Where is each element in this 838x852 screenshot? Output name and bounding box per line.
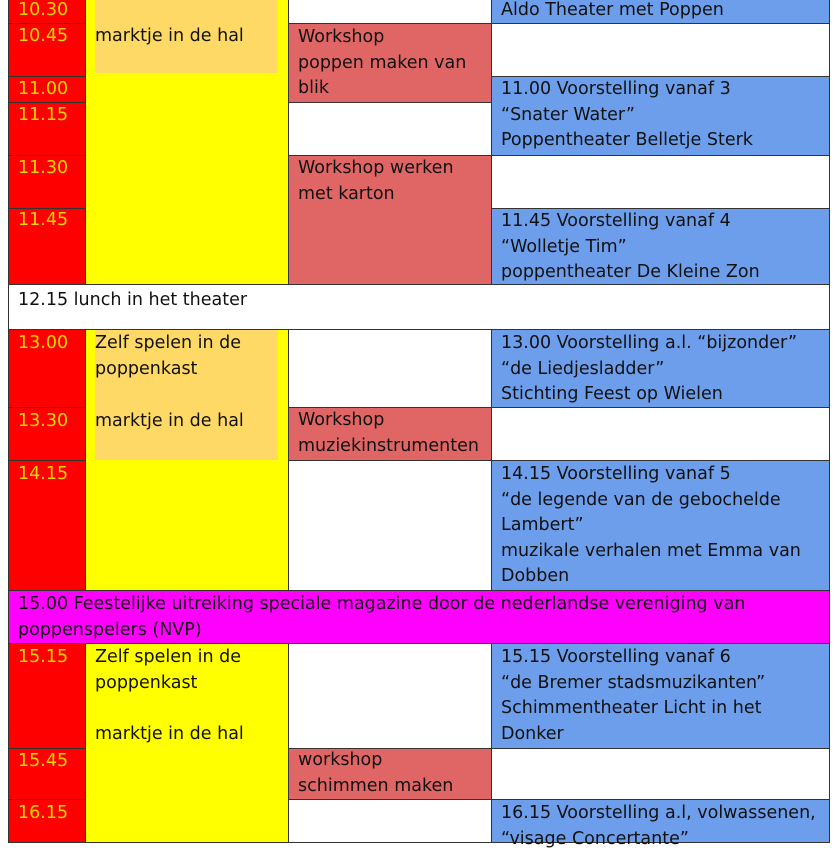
time-label: 15.45 — [18, 749, 68, 775]
ceremony-text — [18, 592, 745, 643]
performance-line: Dobben — [501, 564, 801, 590]
workshop-line: blik — [298, 76, 466, 102]
market-label: marktje in de hal — [95, 722, 244, 748]
ceremony-line: poppenspelers (NVP) — [18, 618, 745, 644]
time-label: 11.45 — [18, 208, 68, 234]
time-label: 11.00 — [18, 77, 68, 103]
play-line: poppenkast — [95, 357, 241, 383]
workshop-empty — [288, 799, 492, 843]
workshop-line: Workshop — [298, 25, 466, 51]
market-label: marktje in de hal — [95, 409, 244, 435]
performance-line: 14.15 Voorstelling vanaf 5 — [501, 462, 801, 488]
workshop-line: met karton — [298, 182, 454, 208]
workshop-text-2 — [298, 156, 454, 207]
workshop-line: workshop — [298, 748, 453, 774]
time-label: 13.30 — [18, 409, 68, 435]
performance-text-4 — [501, 462, 801, 590]
time-label: 14.15 — [18, 462, 68, 488]
workshop-line: muziekinstrumenten — [298, 434, 479, 460]
play-line: Zelf spelen in de — [95, 645, 241, 671]
time-label: 10.45 — [18, 24, 68, 50]
workshop-text-1 — [298, 25, 466, 102]
time-label: 11.30 — [18, 156, 68, 182]
performance-text-0 — [501, 0, 724, 24]
performance-line: “de Liedjesladder” — [501, 357, 797, 383]
performance-line: 11.00 Voorstelling vanaf 3 — [501, 77, 753, 103]
performance-text-2 — [501, 209, 760, 286]
ceremony-line: 15.00 Feestelijke uitreiking speciale magazine door de nederlandse vereniging van — [18, 592, 745, 618]
time-label: 10.30 — [18, 0, 68, 24]
performance-line: “Wolletje Tim” — [501, 235, 760, 261]
time-label: 11.15 — [18, 103, 68, 129]
workshop-empty — [288, 460, 492, 591]
play-line: Zelf spelen in de — [95, 331, 241, 357]
workshop-line: poppen maken van — [298, 51, 466, 77]
workshop-empty — [288, 102, 492, 156]
performance-empty — [491, 407, 830, 461]
performance-line: Lambert” — [501, 513, 801, 539]
performance-empty — [491, 23, 830, 77]
play-label — [95, 331, 241, 382]
performance-line: “de Bremer stadsmuzikanten” — [501, 671, 765, 697]
workshop-text-3 — [298, 408, 479, 459]
workshop-text-4 — [298, 748, 453, 799]
performance-line: Poppentheater Belletje Sterk — [501, 128, 753, 154]
performance-line: 16.15 Voorstelling a.l, volwassenen, — [501, 801, 816, 827]
market-label: marktje in de hal — [95, 24, 244, 50]
performance-line: 11.45 Voorstelling vanaf 4 — [501, 209, 760, 235]
workshop-empty — [288, 0, 492, 24]
workshop-line: Workshop — [298, 408, 479, 434]
lunch-label: 12.15 lunch in het theater — [18, 288, 247, 314]
performance-line: “de legende van de gebochelde — [501, 488, 801, 514]
time-label: 16.15 — [18, 801, 68, 827]
performance-line: muzikale verhalen met Emma van — [501, 539, 801, 565]
workshop-line: schimmen maken — [298, 774, 453, 800]
time-label: 13.00 — [18, 331, 68, 357]
performance-line: 15.15 Voorstelling vanaf 6 — [501, 645, 765, 671]
performance-line: Schimmentheater Licht in het — [501, 696, 765, 722]
performance-line: poppentheater De Kleine Zon — [501, 260, 760, 286]
time-label: 15.15 — [18, 645, 68, 671]
performance-line: 13.00 Voorstelling a.l. “bijzonder” — [501, 331, 797, 357]
play-label — [95, 645, 241, 696]
workshop-empty — [288, 329, 492, 408]
performance-empty — [491, 155, 830, 209]
performance-line: “Snater Water” — [501, 103, 753, 129]
performance-line: “visage Concertante” — [501, 827, 816, 852]
performance-line: Donker — [501, 722, 765, 748]
performance-empty — [491, 748, 830, 800]
performance-line: Aldo Theater met Poppen — [501, 0, 724, 24]
performance-line: Stichting Feest op Wielen — [501, 382, 797, 408]
performance-text-1 — [501, 77, 753, 154]
performance-text-5 — [501, 645, 765, 747]
performance-text-6 — [501, 801, 816, 852]
play-line: poppenkast — [95, 671, 241, 697]
workshop-empty — [288, 643, 492, 749]
workshop-line: Workshop werken — [298, 156, 454, 182]
performance-text-3 — [501, 331, 797, 408]
